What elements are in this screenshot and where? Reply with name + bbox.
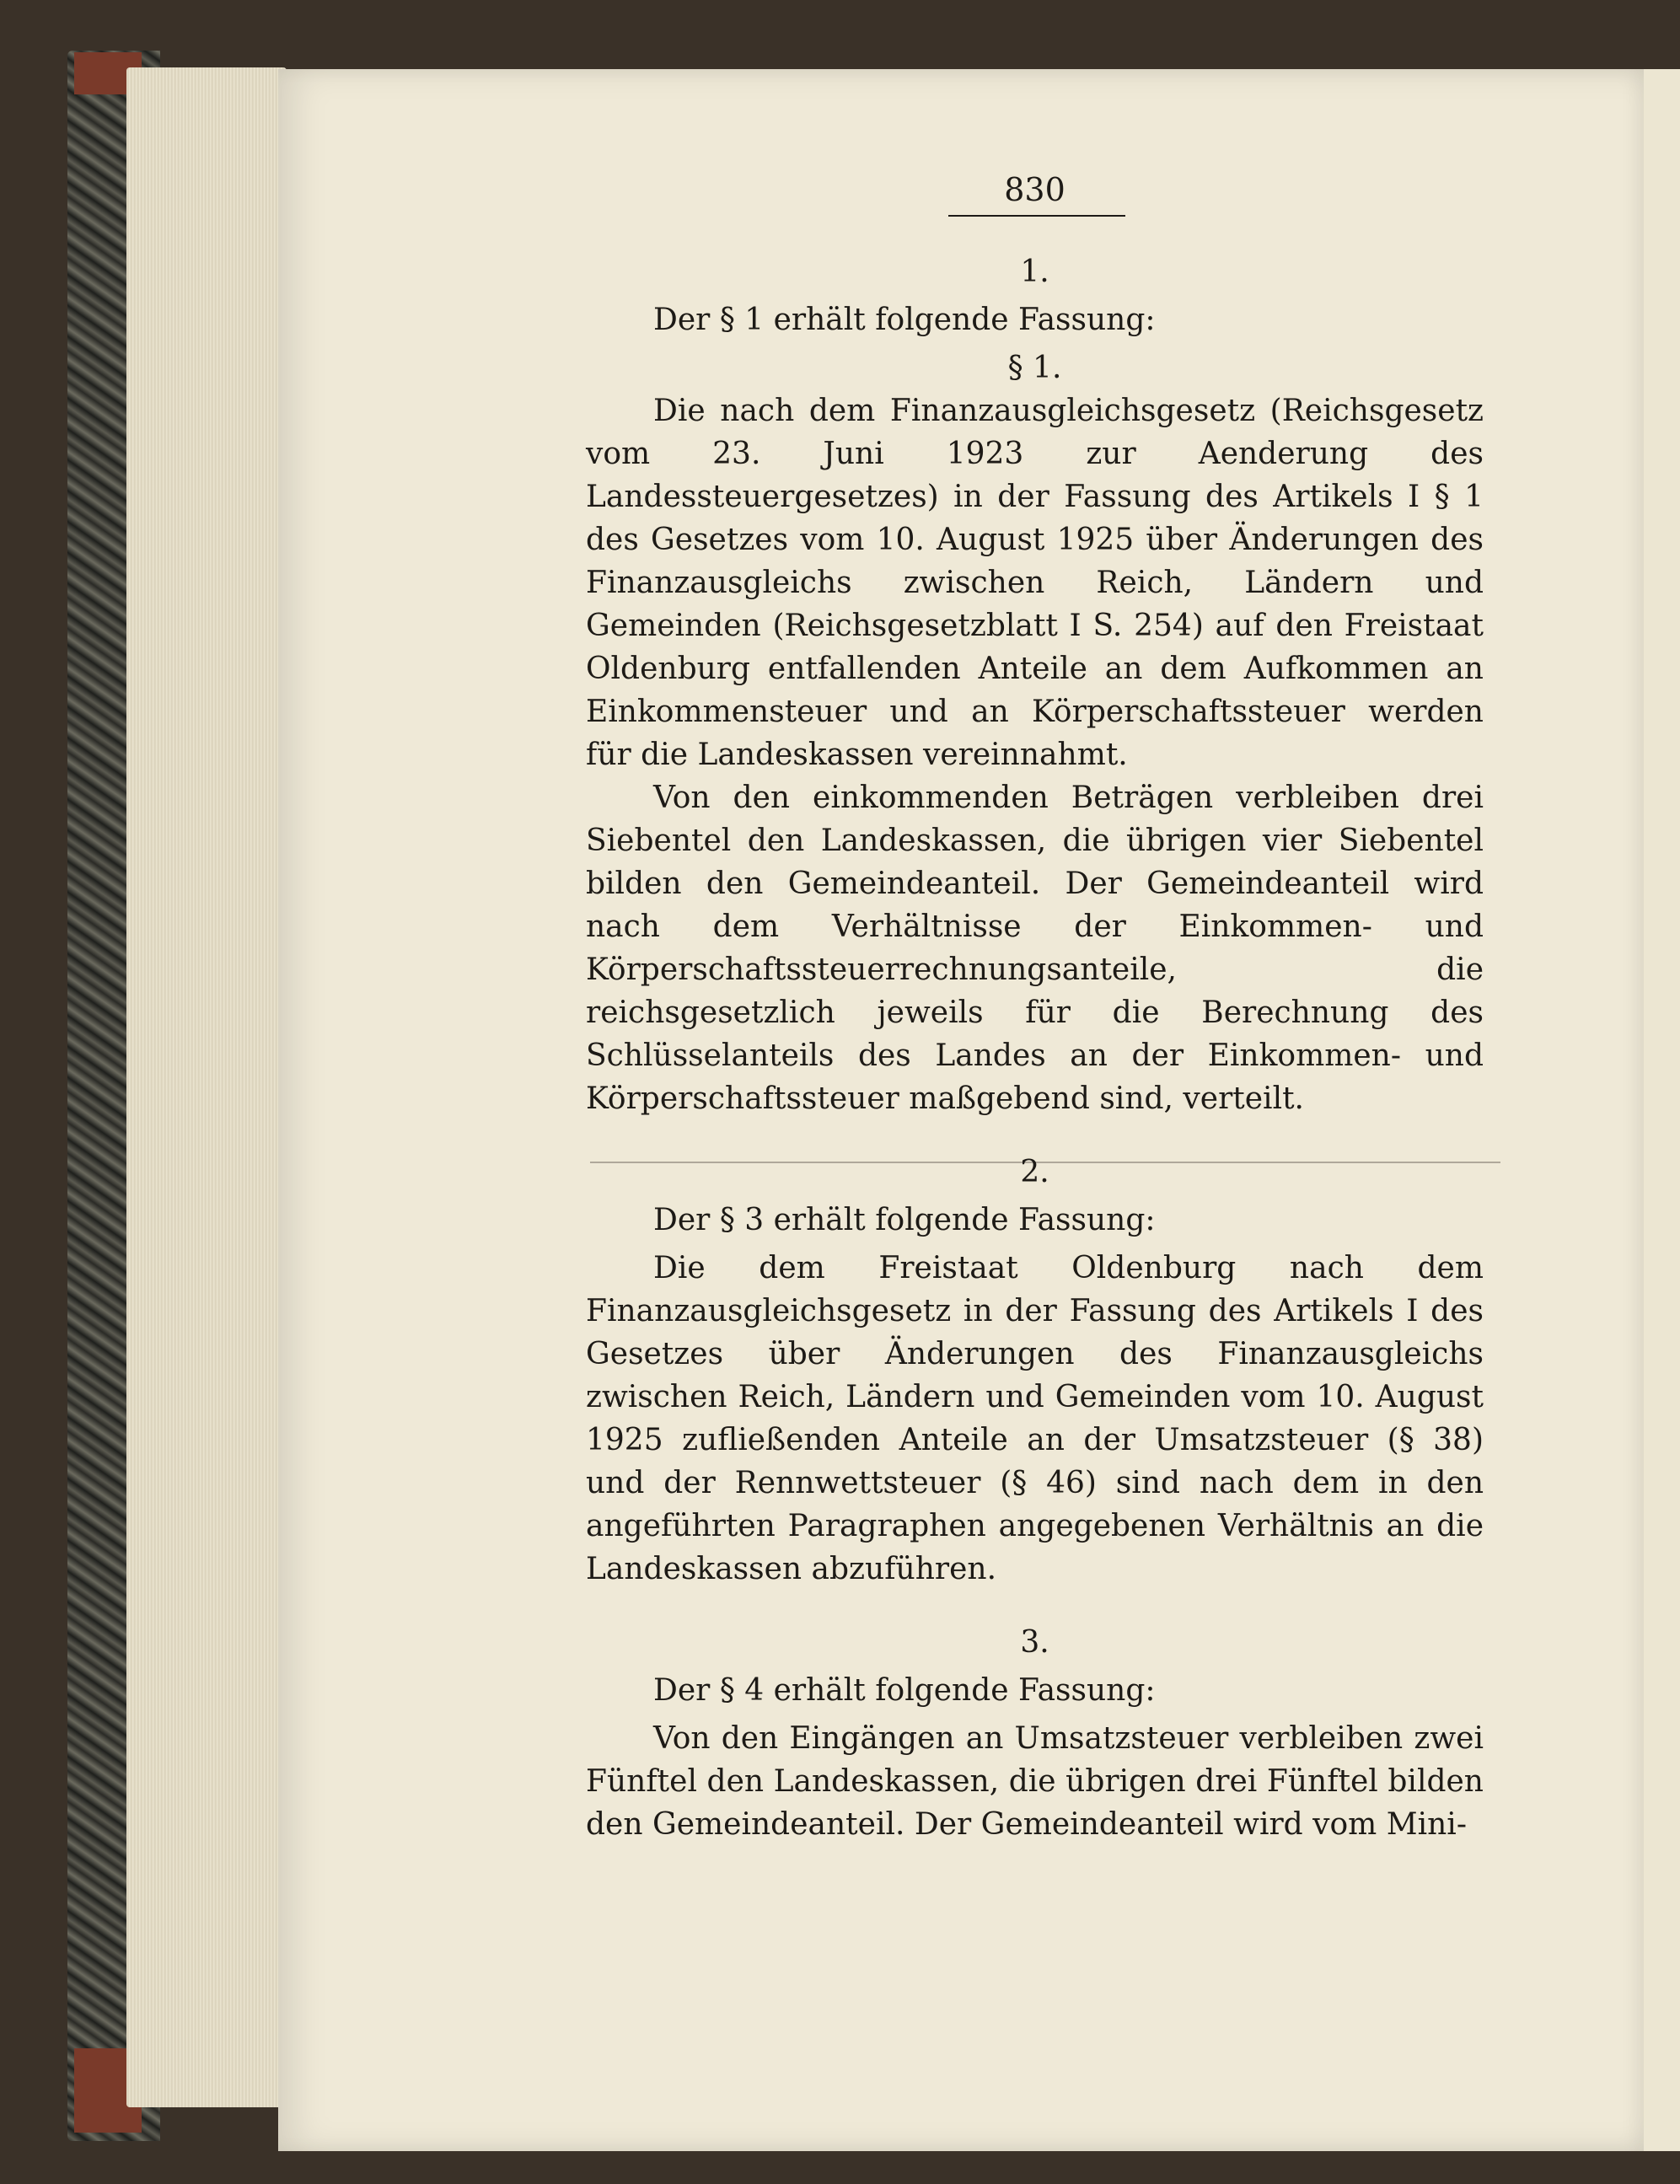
section-3-paragraph-1: Von den Eingängen an Umsatzsteuer verbleiben zwei Fünftel den Landeskassen, die übrigen drei Fünftel bilden den Gemeindeanteil. Der Gemeindeanteil wird vom Mini- bbox=[586, 1721, 1484, 1842]
section-3-number: 3. bbox=[1020, 1625, 1049, 1660]
section-2-paragraph-1: Die dem Freistaat Oldenburg nach dem Finanzausgleichsgesetz in der Fassung des Artikels I des Gesetzes über Änderungen des Finanzausgleichs zwischen Reich, Ländern und Gemeinden vom 10. August 1925 zufließenden Anteile an der Umsatzsteuer (§ 38) und der Rennwettsteuer (§ 46) sind nach dem in den angeführten Paragraphen angegebenen Verhältnis an die Landeskassen abzuführen. bbox=[586, 1251, 1484, 1586]
page-content bbox=[586, 169, 1484, 1846]
page-number-rule bbox=[948, 215, 1125, 217]
page-number: 830 bbox=[1004, 171, 1065, 208]
page-stack-edges bbox=[126, 67, 287, 2107]
section-1-heading: Der § 1 erhält folgende Fassung: bbox=[653, 303, 1156, 337]
section-1-number: 1. bbox=[1020, 255, 1049, 289]
section-2-heading: Der § 3 erhält folgende Fassung: bbox=[653, 1203, 1156, 1237]
section-2-number: 2. bbox=[1020, 1155, 1049, 1189]
section-1-paragraph-1: Die nach dem Finanzausgleichsgesetz (Reichsgesetz vom 23. Juni 1923 zur Aenderung des Landessteuergesetzes) in der Fassung des Artikels I § 1 des Gesetzes vom 10. August 1925 über Änderungen des Finanzausgleichs zwischen Reich, Ländern und Gemeinden (Reichsgesetzblatt I S. 254) auf den Freistaat Oldenburg entfallenden Anteile an dem Aufkommen an Einkommensteuer und an Körperschaftssteuer werden für die Landeskassen vereinnahmt. bbox=[586, 394, 1484, 772]
section-1-paragraph-2: Von den einkommenden Beträgen verbleiben drei Siebentel den Landeskassen, die übrigen vier Siebentel bilden den Gemeindeanteil. Der Gemeindeanteil wird nach dem Verhältnisse der Einkommen- und Körperschaftssteuerrechnungsanteile, die reichsgesetzlich jeweils für die Berechnung des Schlüsselanteils des Landes an der Einkommen- und Körperschaftssteuer maßgebend sind, verteilt. bbox=[586, 781, 1484, 1116]
facing-page-edge bbox=[1644, 69, 1680, 2151]
section-3-heading: Der § 4 erhält folgende Fassung: bbox=[653, 1673, 1156, 1708]
section-1-subheading: § 1. bbox=[1007, 351, 1062, 385]
